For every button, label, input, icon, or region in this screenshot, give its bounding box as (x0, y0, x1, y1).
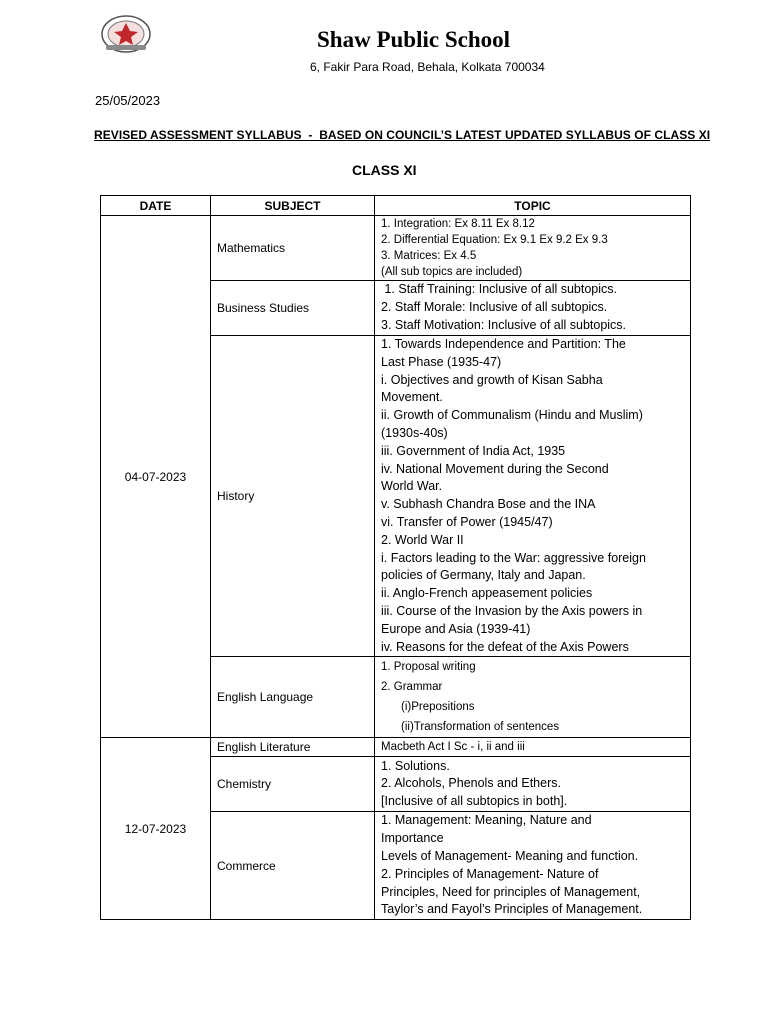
topic-line: Last Phase (1935-47) (381, 354, 502, 369)
subject-cell: English Language (211, 657, 375, 738)
subject-cell: Mathematics (211, 216, 375, 281)
date-cell: 04-07-2023 (101, 216, 211, 738)
syllabus-table (100, 195, 691, 920)
topic-line: 2. Differential Equation: Ex 9.1 Ex 9.2 Ex 9.3 (381, 234, 608, 246)
topic-line: Levels of Management- Meaning and function. (381, 849, 639, 864)
column-header-subject: SUBJECT (211, 196, 375, 216)
topic-cell (375, 812, 691, 920)
topic-line: Importance (381, 831, 444, 846)
topic-line: i. Factors leading to the War: aggressive foreign (381, 550, 646, 565)
topic-line: policies of Germany, Italy and Japan. (381, 568, 586, 583)
column-header-topic: TOPIC (375, 196, 691, 216)
topic-line: Taylor’s and Fayol’s Principles of Management. (381, 902, 643, 917)
topic-line: v. Subhash Chandra Bose and the INA (381, 497, 596, 512)
topic-line: World War. (381, 479, 443, 494)
topic-line: 3. Matrices: Ex 4.5 (381, 250, 477, 262)
topic-line: [Inclusive of all subtopics in both]. (381, 794, 568, 809)
topic-line: 3. Staff Motivation: Inclusive of all subtopics. (381, 317, 627, 332)
document-date: 25/05/2023 (95, 93, 161, 108)
topic-line: 2. Grammar (381, 681, 443, 694)
topic-line: Europe and Asia (1939-41) (381, 621, 531, 636)
topic-line: 1. Proposal writing (381, 661, 476, 674)
table-row (101, 738, 691, 757)
topic-line: 1. Management: Meaning, Nature and (381, 813, 592, 828)
topic-line: i. Objectives and growth of Kisan Sabha (381, 372, 603, 387)
topic-line: Principles, Need for principles of Management, (381, 884, 641, 899)
topic-line: 1. Staff Training: Inclusive of all subtopics. (381, 282, 618, 297)
topic-line: Macbeth Act I Sc - i, ii and iii (381, 741, 525, 754)
topic-line: Movement. (381, 390, 443, 405)
topic-line: 2. Principles of Management- Nature of (381, 866, 599, 881)
date-cell: 12-07-2023 (101, 738, 211, 920)
topic-cell (375, 757, 691, 812)
document-heading: REVISED ASSESSMENT SYLLABUS - BASED ON COUNCIL’S LATEST UPDATED SYLLABUS OF CLASS XI (94, 128, 711, 142)
topic-cell (375, 657, 691, 738)
topic-line: 2. World War II (381, 532, 464, 547)
class-title: CLASS XI (352, 162, 417, 178)
topic-line: 1. Integration: Ex 8.11 Ex 8.12 (381, 218, 535, 230)
topic-line: (i)Prepositions (401, 701, 475, 714)
subject-cell: English Literature (211, 738, 375, 757)
subject-cell: Commerce (211, 812, 375, 920)
topic-line: (1930s-40s) (381, 425, 448, 440)
topic-line: (ii)Transformation of sentences (401, 721, 560, 734)
school-name: Shaw Public School (317, 27, 510, 52)
school-address: 6, Fakir Para Road, Behala, Kolkata 700034 (310, 60, 545, 74)
topic-line: ii. Growth of Communalism (Hindu and Muslim) (381, 408, 643, 423)
table-row (101, 216, 691, 281)
topic-cell (375, 336, 691, 657)
topic-line: 2. Alcohols, Phenols and Ethers. (381, 776, 561, 791)
topic-line: 1. Towards Independence and Partition: The (381, 337, 626, 351)
topic-line: iii. Government of India Act, 1935 (381, 443, 566, 458)
topic-cell (375, 281, 691, 336)
table-header-row (101, 196, 691, 216)
subject-cell: Business Studies (211, 281, 375, 336)
topic-line: 1. Solutions. (381, 758, 450, 773)
topic-cell (375, 738, 691, 757)
topic-line: iii. Course of the Invasion by the Axis powers in (381, 603, 643, 618)
topic-line: iv. National Movement during the Second (381, 461, 609, 476)
topic-line: 2. Staff Morale: Inclusive of all subtopics. (381, 300, 608, 315)
topic-line: (All sub topics are included) (381, 266, 523, 278)
topic-line: ii. Anglo-French appeasement policies (381, 586, 593, 601)
topic-cell (375, 216, 691, 281)
topic-line: vi. Transfer of Power (1945/47) (381, 514, 553, 529)
subject-cell: Chemistry (211, 757, 375, 812)
subject-cell: History (211, 336, 375, 657)
topic-line: iv. Reasons for the defeat of the Axis Powers (381, 639, 629, 654)
column-header-date: DATE (101, 196, 211, 216)
